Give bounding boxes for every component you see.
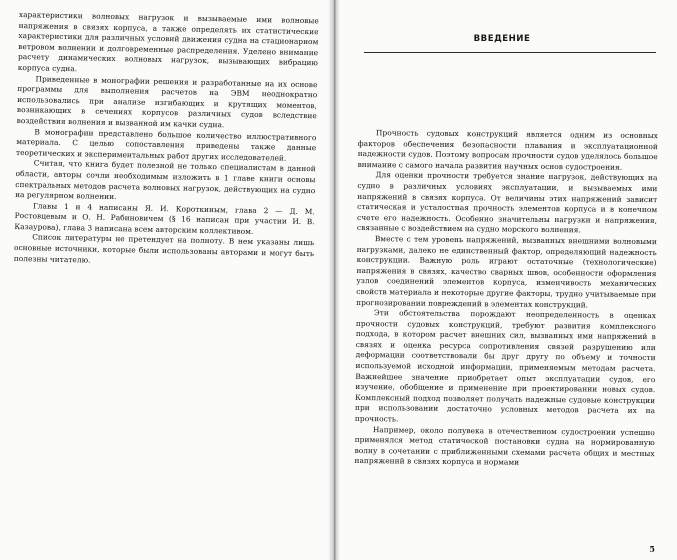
left-paragraph-4: Считая, что книга будет полезной не только специалистам в данной области, авторы сочли необходимым изложить в 1 главе книги основы спектральных методов расчета волновых нагрузок, действующих на судно на регулярном волнении. (15, 158, 316, 202)
left-paragraph-3: В монографии представлено большое количество иллюстративного материала. С целью сопоставления приведены также данные теоретических и экспериментальных работ других исследователей. (15, 126, 317, 163)
left-page-body (14, 10, 319, 270)
title-divider (364, 52, 656, 53)
right-paragraph-3: Вместе с тем уровень напряжений, вызванных внешними волновыми нагрузками, далеко не единственный фактор, определяющий надежность конструкции. Важную роль играют остаточные (технологические) напряжения в связях, качество сварных швов, особенности оформления узлов соединений элементов корпуса, изменчивость механических свойств материала и некоторые другие факторы, трудно учитываемые при прогнозировании повреждений в элементах конструкций. (356, 234, 657, 309)
right-page (334, 0, 677, 560)
page-title: ВВЕДЕНИЕ (473, 34, 531, 44)
right-paragraph-5: Например, около полувека в отечественном судостроении успешно применялся метод статической постановки судна на нормированную волну в сочетании с приближенными схемами расчета общих и местных напряжений в связях корпуса и нормами (354, 424, 655, 468)
page-number: 5 (649, 544, 655, 554)
book-gutter (328, 0, 340, 560)
right-paragraph-4: Эти обстоятельства порождают неопределенность в оценках прочности судовых конструкций, требуют развития комплексного подхода, в котором расчет внешних сил, вызванных ими напряжений в связях и оценка ресурса сопротивления связей разрушению или деформации соответствовали бы друг другу по объему и точности используемой исходной информации, применяемым методам расчета. Важнейшее значение приобретает опыт эксплуатации судов, его изучение, обобщение и применение при проектировании новых судов. Комплексный подход позволяет получать надежные судовые конструкции при использовании достаточно условных методов расчета их на прочность. (354, 308, 657, 424)
right-page-body (354, 128, 658, 470)
left-paragraph-6: Список литературы не претендует на полноту. В нем указаны лишь основные источники, которые были использованы авторами и могут быть полезны читателю. (13, 232, 315, 265)
left-paragraph-2: Приведенные в монографии решения и разработанные на их основе программы для выполнения расчетов на ЭВМ неоднократно использовались при анализе изгибающих и крутящих моментов, возникающих в сечениях корпусов различных судов вследствие воздействия волнения и вызванной им качки судна. (16, 73, 318, 130)
right-paragraph-2: Для оценки прочности требуется знание нагрузок, действующих на судно в различных условиях эксплуатации, и вызываемых ими напряжений в связях корпуса. От величины этих напряжений зависит статическая и усталостная прочность элементов корпуса и в конечном счете его надежность. Особенно значительны нагрузки и напряжения, связанные с воздействием на судно морского волнения. (356, 170, 658, 235)
left-page (0, 0, 334, 560)
left-paragraph-1: характеристики волновых нагрузок и вызываемые ими волновые напряжения в связях корпуса, а также определять их статистические характеристики для различных условий движения судна на стационарном ветровом волнении и долговременные распределения. Уделено внимание расчету динамических волновых нагрузок, вызывающих вибрацию корпуса судна. (17, 10, 319, 74)
left-paragraph-5: Главы 1 и 4 написаны Я. И. Короткиным, глава 2 — Д. М. Ростовцевым и О. Н. Рабиновичем (§ 16 написан при участии И. В. Казаурова), глава 3 написана всем авторским коллективом. (14, 201, 315, 236)
right-paragraph-1: Прочность судовых конструкций является одним из основных факторов обеспечения безопасности плавания и эксплуатационной надежности судов. Поэтому вопросам прочности судов уделялось большое внимание с самого начала развития научных основ судостроения. (357, 128, 658, 172)
